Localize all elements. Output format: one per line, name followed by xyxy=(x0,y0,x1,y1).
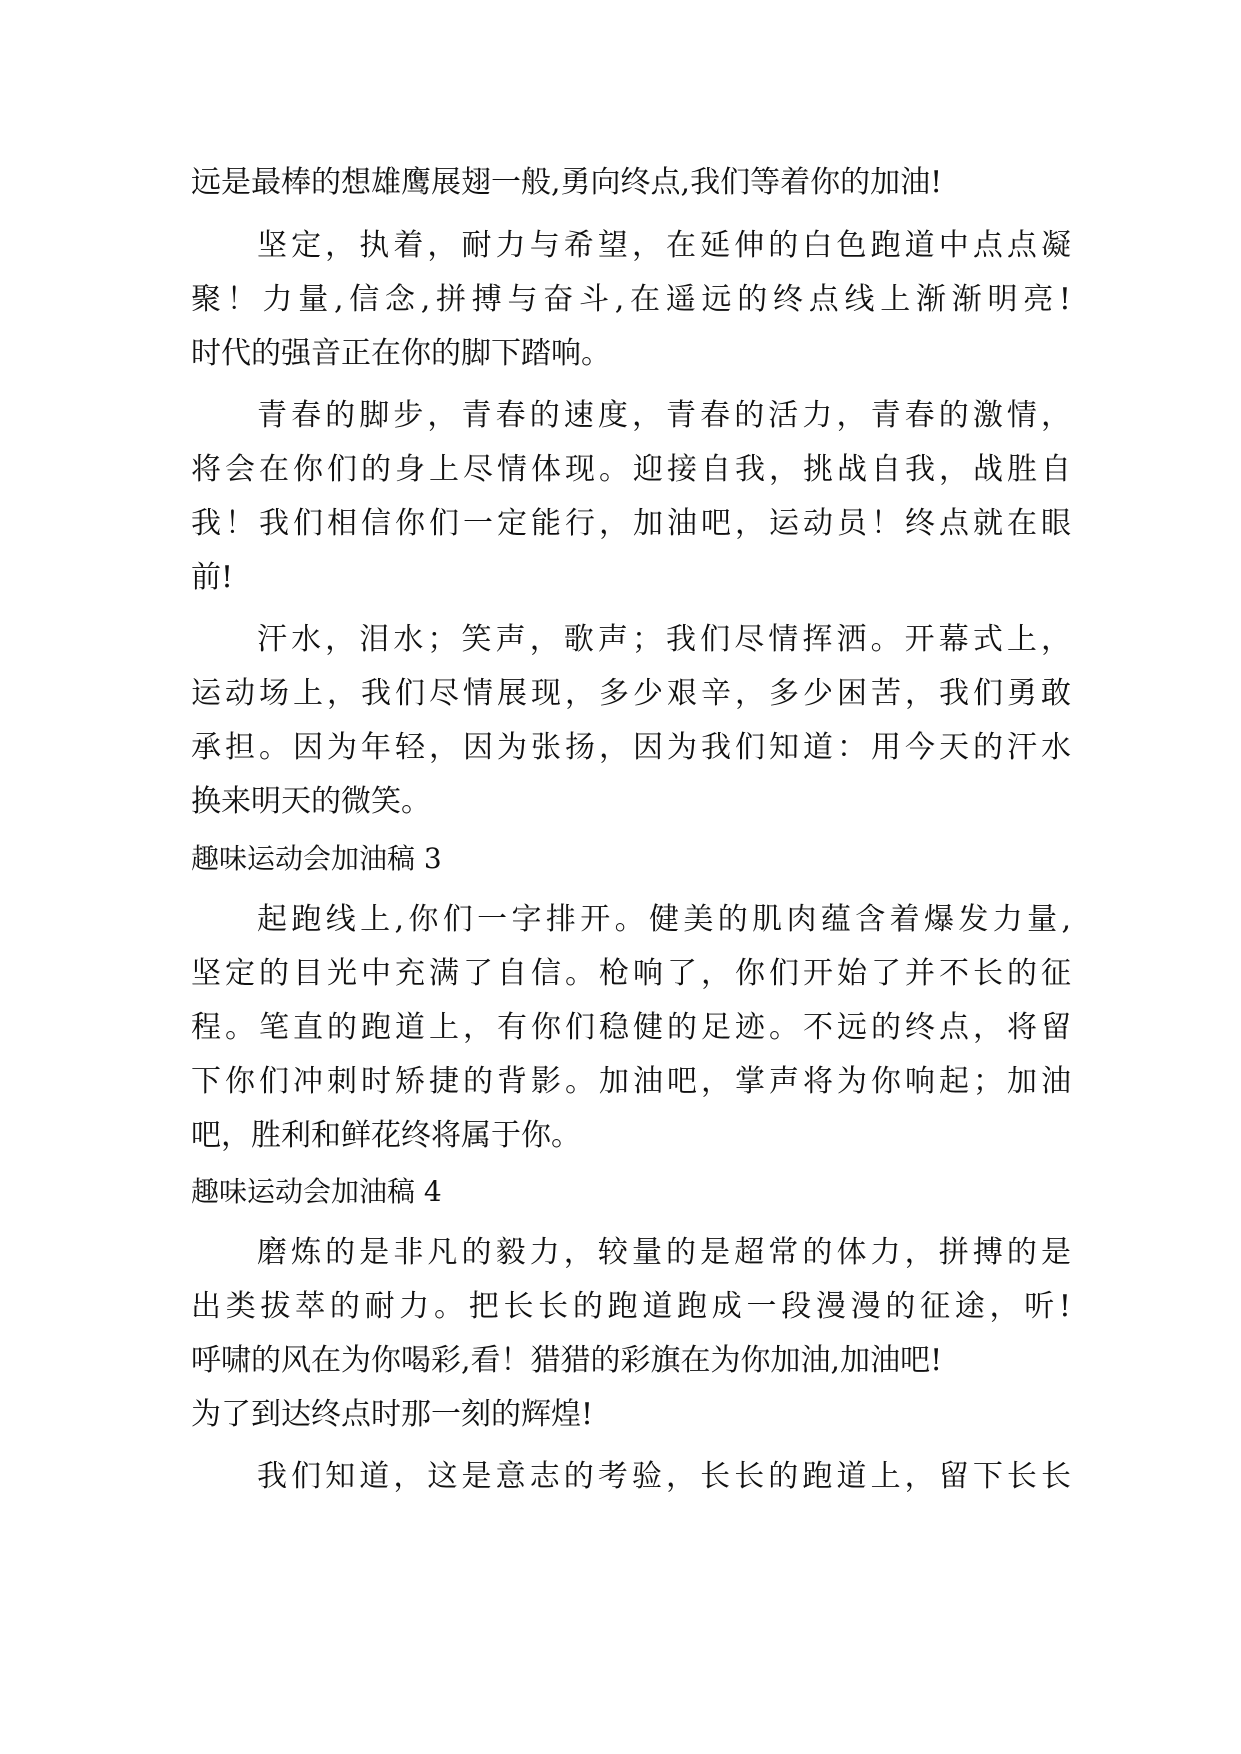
text-line: 承担。因为年轻，因为张扬，因为我们知道：用今天的汗水 xyxy=(191,730,1071,765)
text-line: 坚定的目光中充满了自信。枪响了，你们开始了并不长的征 xyxy=(191,956,1071,991)
text-line: 为了到达终点时那一刻的辉煌! xyxy=(191,1397,594,1432)
text-line: 前! xyxy=(191,560,234,595)
text-line: 时代的强音正在你的脚下踏响。 xyxy=(191,336,611,371)
text-line: 呼啸的风在为你喝彩,看！猎猎的彩旗在为你加油,加油吧! xyxy=(191,1343,943,1378)
text-line: 我！我们相信你们一定能行，加油吧，运动员！终点就在眼 xyxy=(191,506,1071,541)
text-line: 我们知道，这是意志的考验，长长的跑道上，留下长长 xyxy=(257,1459,1071,1494)
text-line: 青春的脚步，青春的速度，青春的活力，青春的激情， xyxy=(257,398,1071,433)
section-heading: 趣味运动会加油稿 3 xyxy=(191,842,442,875)
text-line: 换来明天的微笑。 xyxy=(191,784,431,819)
text-line: 吧，胜利和鲜花终将属于你。 xyxy=(191,1118,581,1153)
text-line: 出类拔萃的耐力。把长长的跑道跑成一段漫漫的征途，听! xyxy=(191,1289,1071,1324)
text-line: 将会在你们的身上尽情体现。迎接自我，挑战自我，战胜自 xyxy=(191,452,1071,487)
text-line: 坚定，执着，耐力与希望，在延伸的白色跑道中点点凝 xyxy=(257,228,1071,263)
section-heading: 趣味运动会加油稿 4 xyxy=(191,1175,442,1208)
text-line: 聚！力量,信念,拼搏与奋斗,在遥远的终点线上渐渐明亮! xyxy=(191,282,1071,317)
text-line: 下你们冲刺时矫捷的背影。加油吧，掌声将为你响起；加油 xyxy=(191,1064,1071,1099)
text-line: 程。笔直的跑道上，有你们稳健的足迹。不远的终点，将留 xyxy=(191,1010,1071,1045)
text-line: 运动场上，我们尽情展现，多少艰辛，多少困苦，我们勇敢 xyxy=(191,676,1071,711)
text-line: 磨炼的是非凡的毅力，较量的是超常的体力，拼搏的是 xyxy=(257,1235,1071,1270)
text-line: 远是最棒的想雄鹰展翅一般,勇向终点,我们等着你的加油! xyxy=(191,165,943,200)
text-line: 汗水，泪水；笑声，歌声；我们尽情挥洒。开幕式上， xyxy=(257,622,1071,657)
text-line: 起跑线上,你们一字排开。健美的肌肉蕴含着爆发力量, xyxy=(257,902,1071,937)
